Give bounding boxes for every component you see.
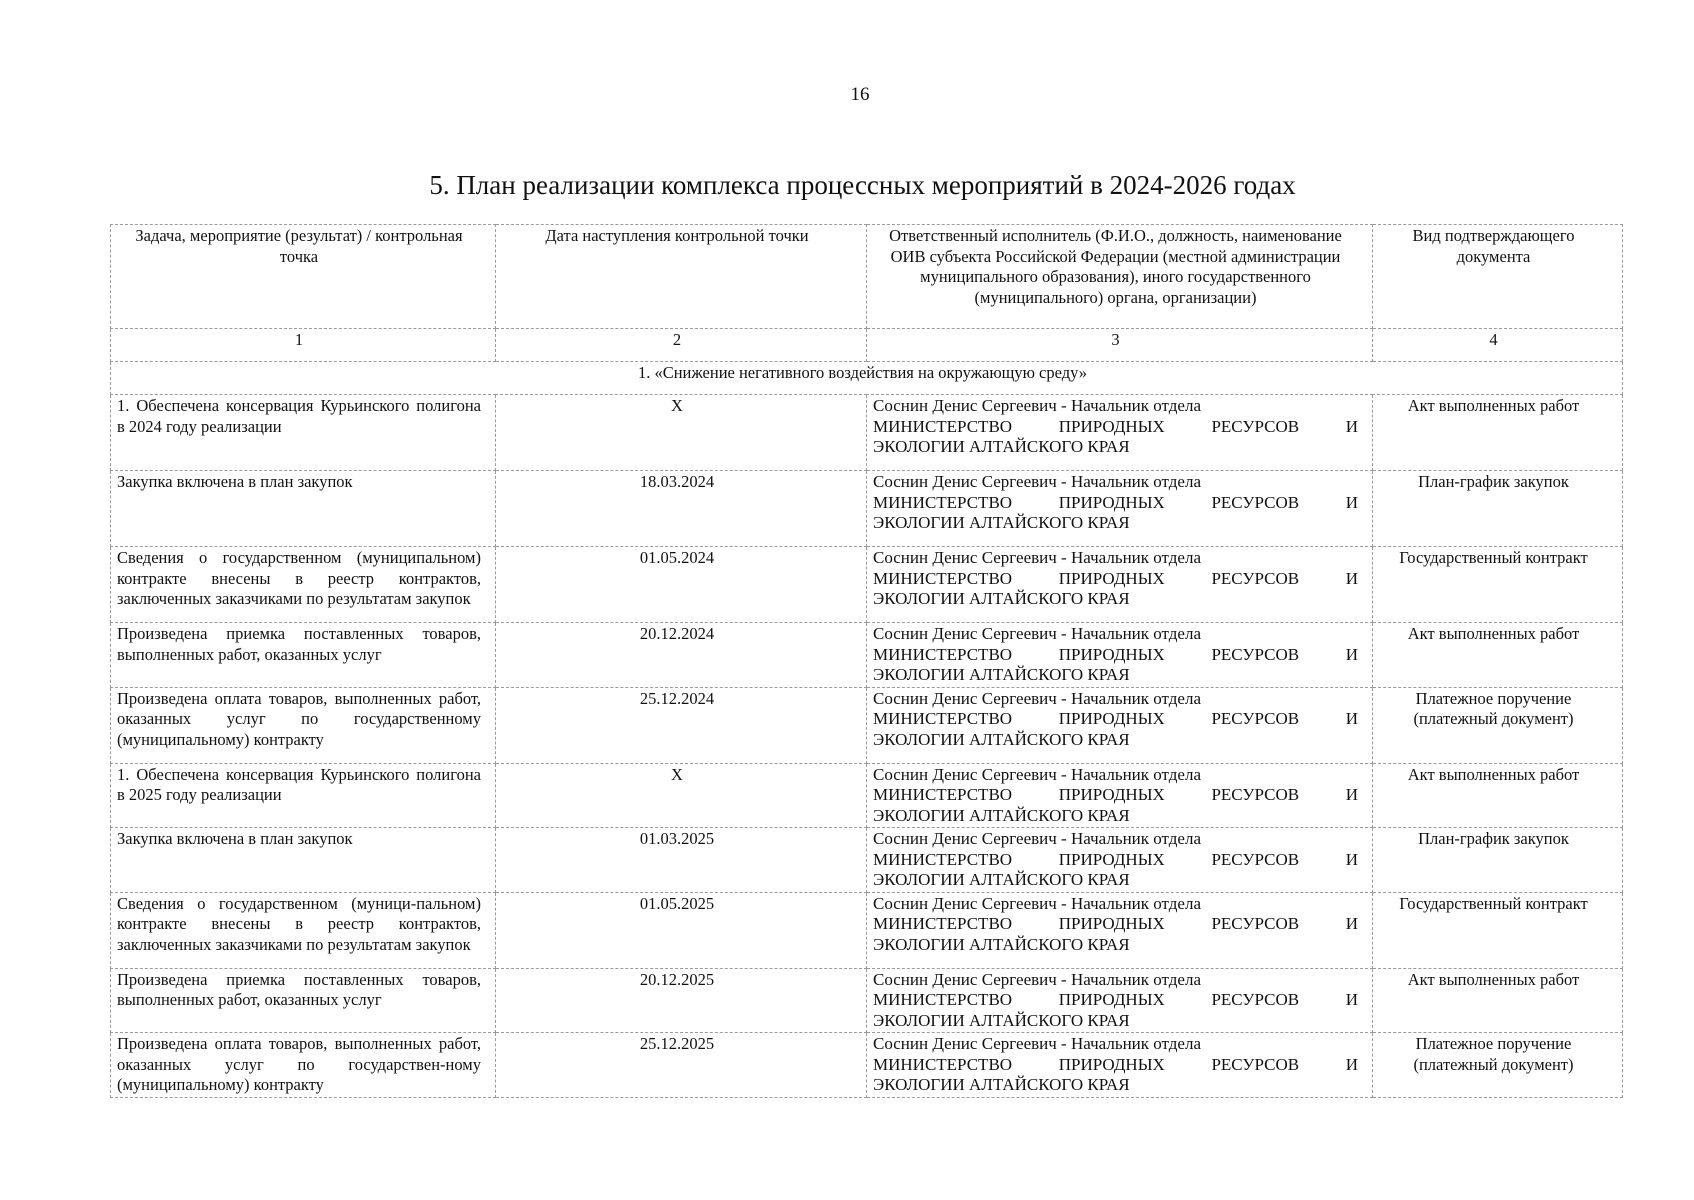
header-row — [111, 225, 1623, 329]
table-row — [111, 471, 1623, 547]
column-number: 2 — [496, 329, 867, 362]
column-number-row — [111, 329, 1623, 362]
document-cell: Государственный контракт — [1373, 547, 1623, 623]
task-cell: Сведения о государственном (муници-пальном) контракте внесены в реестр контрактов, заключенных заказчиками по результатам закупок — [111, 892, 496, 968]
table-row — [111, 828, 1623, 893]
responsible-org: ЭКОЛОГИИ АЛТАЙСКОГО КРАЯ — [873, 437, 1130, 456]
responsible-name: Соснин Денис Сергеевич - Начальник отдела — [873, 548, 1201, 567]
table-row — [111, 968, 1623, 1033]
date-cell: 20.12.2024 — [496, 623, 867, 688]
table-row — [111, 1033, 1623, 1098]
task-cell: Произведена приемка поставленных товаров, выполненных работ, оказанных услуг — [111, 623, 496, 688]
responsible-org: МИНИСТЕРСТВО ПРИРОДНЫХ РЕСУРСОВ И — [873, 914, 1358, 933]
responsible-cell — [867, 395, 1373, 471]
responsible-org: МИНИСТЕРСТВО ПРИРОДНЫХ РЕСУРСОВ И — [873, 1054, 1358, 1074]
responsible-name: Соснин Денис Сергеевич - Начальник отдела — [873, 1034, 1201, 1053]
responsible-cell — [867, 763, 1373, 828]
date-cell: 25.12.2024 — [496, 687, 867, 763]
date-cell: 01.03.2025 — [496, 828, 867, 893]
document-cell: Платежное поручение (платежный документ) — [1373, 687, 1623, 763]
document-cell: Акт выполненных работ — [1373, 623, 1623, 688]
responsible-org: ЭКОЛОГИИ АЛТАЙСКОГО КРАЯ — [873, 1010, 1130, 1030]
document-cell: Платежное поручение (платежный документ) — [1373, 1033, 1623, 1098]
date-cell: 01.05.2024 — [496, 547, 867, 623]
page-number: 16 — [850, 84, 870, 105]
responsible-name: Соснин Денис Сергеевич - Начальник отдела — [873, 764, 1201, 784]
table-row — [111, 763, 1623, 828]
responsible-org: ЭКОЛОГИИ АЛТАЙСКОГО КРАЯ — [873, 665, 1130, 684]
responsible-name: Соснин Денис Сергеевич - Начальник отдела — [873, 624, 1201, 643]
column-number: 1 — [111, 329, 496, 362]
document-cell: План-график закупок — [1373, 828, 1623, 893]
responsible-org: ЭКОЛОГИИ АЛТАЙСКОГО КРАЯ — [873, 513, 1130, 532]
responsible-cell — [867, 892, 1373, 968]
responsible-org: МИНИСТЕРСТВО ПРИРОДНЫХ РЕСУРСОВ И — [873, 492, 1358, 512]
responsible-org: МИНИСТЕРСТВО ПРИРОДНЫХ РЕСУРСОВ И — [873, 568, 1358, 588]
header-document: Вид подтверждающего документа — [1373, 225, 1623, 329]
document-cell: План-график закупок — [1373, 471, 1623, 547]
date-cell: X — [496, 395, 867, 471]
responsible-org: МИНИСТЕРСТВО ПРИРОДНЫХ РЕСУРСОВ И — [873, 416, 1358, 436]
responsible-org: МИНИСТЕРСТВО ПРИРОДНЫХ РЕСУРСОВ И — [873, 990, 1358, 1009]
document-cell: Государственный контракт — [1373, 892, 1623, 968]
date-cell: 18.03.2024 — [496, 471, 867, 547]
task-cell: Закупка включена в план закупок — [111, 828, 496, 893]
table-row — [111, 687, 1623, 763]
responsible-org: ЭКОЛОГИИ АЛТАЙСКОГО КРАЯ — [873, 589, 1130, 608]
table-row — [111, 395, 1623, 471]
responsible-org: ЭКОЛОГИИ АЛТАЙСКОГО КРАЯ — [873, 870, 1130, 889]
responsible-org: МИНИСТЕРСТВО ПРИРОДНЫХ РЕСУРСОВ И — [873, 709, 1358, 728]
date-cell: 20.12.2025 — [496, 968, 867, 1033]
responsible-name: Соснин Денис Сергеевич - Начальник отдела — [873, 688, 1201, 708]
responsible-name: Соснин Денис Сергеевич - Начальник отдела — [873, 472, 1201, 491]
header-date: Дата наступления контрольной точки — [496, 225, 867, 329]
header-task: Задача, мероприятие (результат) / контрольная точка — [111, 225, 496, 329]
responsible-name: Соснин Денис Сергеевич - Начальник отдела — [873, 396, 1201, 415]
document-cell: Акт выполненных работ — [1373, 395, 1623, 471]
responsible-name: Соснин Денис Сергеевич - Начальник отдела — [873, 829, 1201, 848]
date-cell: X — [496, 763, 867, 828]
table-row — [111, 623, 1623, 688]
responsible-cell — [867, 623, 1373, 688]
responsible-cell — [867, 1033, 1373, 1098]
column-number: 4 — [1373, 329, 1623, 362]
responsible-org: МИНИСТЕРСТВО ПРИРОДНЫХ РЕСУРСОВ И — [873, 849, 1358, 869]
task-cell: Закупка включена в план закупок — [111, 471, 496, 547]
date-cell: 25.12.2025 — [496, 1033, 867, 1098]
responsible-cell — [867, 828, 1373, 893]
section-row — [111, 362, 1623, 395]
column-number: 3 — [867, 329, 1373, 362]
task-cell: 1. Обеспечена консервация Курьинского полигона в 2025 году реализации — [111, 763, 496, 828]
table-row — [111, 547, 1623, 623]
responsible-name: Соснин Денис Сергеевич - Начальник отдела — [873, 969, 1201, 989]
responsible-org: ЭКОЛОГИИ АЛТАЙСКОГО КРАЯ — [873, 729, 1130, 749]
responsible-org: ЭКОЛОГИИ АЛТАЙСКОГО КРАЯ — [873, 1075, 1130, 1094]
document-cell: Акт выполненных работ — [1373, 763, 1623, 828]
implementation-plan-table — [110, 224, 1623, 1098]
responsible-cell — [867, 547, 1373, 623]
responsible-org: ЭКОЛОГИИ АЛТАЙСКОГО КРАЯ — [873, 805, 1130, 825]
page-title: 5. План реализации комплекса процессных мероприятий в 2024-2026 годах — [429, 170, 1296, 200]
task-cell: 1. Обеспечена консервация Курьинского полигона в 2024 году реализации — [111, 395, 496, 471]
responsible-name: Соснин Денис Сергеевич - Начальник отдела — [873, 893, 1201, 913]
responsible-cell — [867, 687, 1373, 763]
task-cell: Сведения о государственном (муниципальном) контракте внесены в реестр контрактов, заключенных заказчиками по результатам закупок — [111, 547, 496, 623]
task-cell: Произведена оплата товаров, выполненных работ, оказанных услуг по государствен-ному (муниципальному) контракту — [111, 1033, 496, 1098]
responsible-org: ЭКОЛОГИИ АЛТАЙСКОГО КРАЯ — [873, 934, 1130, 954]
responsible-org: МИНИСТЕРСТВО ПРИРОДНЫХ РЕСУРСОВ И — [873, 785, 1358, 804]
responsible-cell — [867, 471, 1373, 547]
responsible-org: МИНИСТЕРСТВО ПРИРОДНЫХ РЕСУРСОВ И — [873, 644, 1358, 664]
document-cell: Акт выполненных работ — [1373, 968, 1623, 1033]
header-responsible: Ответственный исполнитель (Ф.И.О., должность, наименование ОИВ субъекта Российской Федерации (местной администрации муниципального образования), иного государственного (муниципального) органа, организации) — [867, 225, 1373, 329]
section-title: 1. «Снижение негативного воздействия на окружающую среду» — [111, 362, 1623, 395]
date-cell: 01.05.2025 — [496, 892, 867, 968]
responsible-cell — [867, 968, 1373, 1033]
task-cell: Произведена приемка поставленных товаров, выполненных работ, оказанных услуг — [111, 968, 496, 1033]
table-row — [111, 892, 1623, 968]
task-cell: Произведена оплата товаров, выполненных работ, оказанных услуг по государственному (муниципальному) контракту — [111, 687, 496, 763]
